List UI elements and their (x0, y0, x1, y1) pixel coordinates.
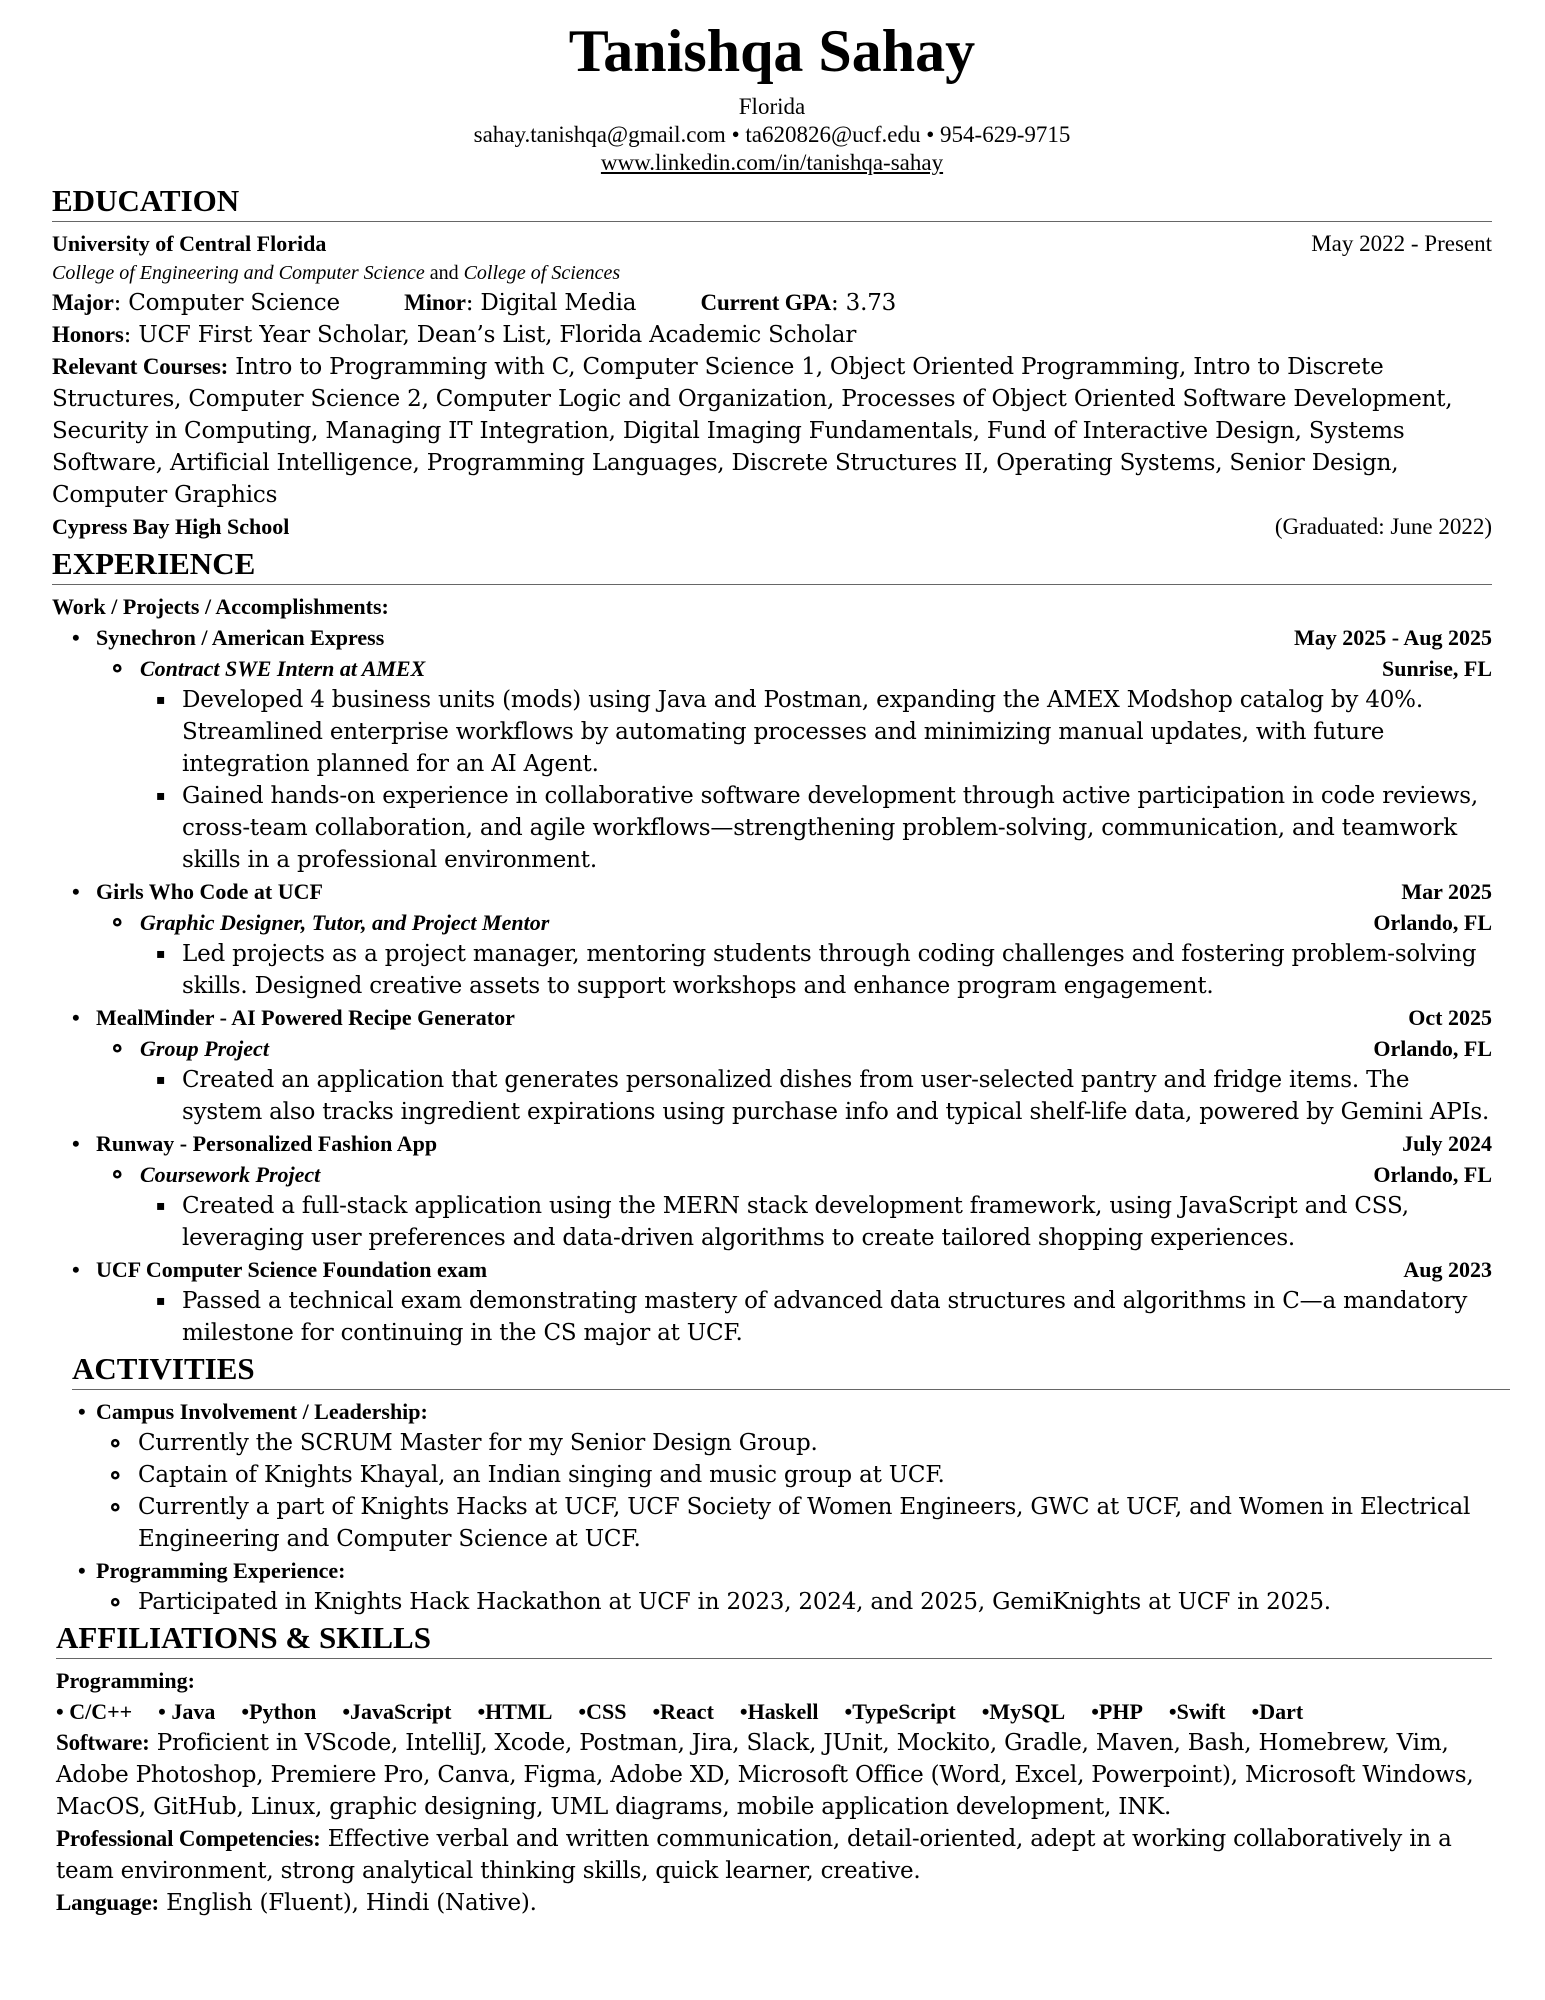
gpa-value: : 3.73 (831, 290, 897, 316)
experience-org: • MealMinder - AI Powered Recipe Generator (96, 1005, 515, 1030)
resume-page (52, 0, 1492, 1919)
education-school2-row (52, 511, 1492, 542)
skill-tag: •PHP (1091, 1699, 1143, 1724)
experience-bullet: ▪ Gained hands-on experience in collaborative software development through active participation in code reviews, cross-team collaboration, and agile workflows—strengthening problem-solving, communication, and teamwork skills in a professional environment. (52, 780, 1492, 876)
skill-tag: •Swift (1168, 1699, 1226, 1724)
school-dates: (Graduated: June 2022) (1274, 514, 1492, 539)
experience-date: Mar 2025 (1401, 879, 1492, 904)
skills-heading: AFFILIATIONS & SKILLS (56, 1620, 431, 1655)
contact-block (52, 93, 1492, 177)
honors-value: : UCF First Year Scholar, Dean’s List, Florida Academic Scholar (123, 322, 857, 348)
experience-org: • Girls Who Code at UCF (96, 879, 323, 904)
skill-tag: •React (652, 1699, 714, 1724)
experience-location: Orlando, FL (1373, 1162, 1492, 1187)
honors-label: Honors (52, 322, 124, 347)
experience-location: Orlando, FL (1373, 910, 1492, 935)
education-school1-row (52, 228, 1492, 259)
experience-heading: EXPERIENCE (52, 546, 256, 581)
experience-role-row (52, 1159, 1492, 1190)
experience-date: May 2025 - Aug 2025 (1294, 625, 1492, 650)
skill-tag: •Haskell (739, 1699, 819, 1724)
software-paragraph (56, 1727, 1492, 1823)
experience-bullet: ▪ Developed 4 business units (mods) using Java and Postman, expanding the AMEX Modshop catalog by 40%. Streamlined enterprise workflows by automating processes and minimizing manual updates, with future integration planned for an AI Agent. (52, 684, 1492, 780)
experience-org: • Synechron / American Express (96, 625, 385, 650)
activity-item: ∘ Currently a part of Knights Hacks at UCF, UCF Society of Women Engineers, GWC at UCF, and Women in Electrical Engineering and Computer Science at UCF. (52, 1491, 1492, 1555)
skill-tag: •Python (241, 1699, 317, 1724)
competencies-paragraph (56, 1823, 1492, 1887)
experience-item-header (52, 876, 1492, 907)
gpa-label: Current GPA (700, 290, 831, 315)
activities-group-2: • Programming Experience: (52, 1555, 1492, 1586)
programming-languages (56, 1696, 1492, 1727)
school-name: Cypress Bay High School (52, 514, 290, 539)
skill-tag: •JavaScript (342, 1699, 452, 1724)
experience-location: Sunrise, FL (1381, 656, 1492, 681)
experience-role: ∘ Coursework Project (140, 1162, 321, 1187)
minor-label: Minor (404, 290, 466, 315)
education-heading: EDUCATION (52, 183, 240, 218)
courses-value: Intro to Programming with C, Computer Science 1, Object Oriented Programming, Intro to Discrete Structures, Computer Science 2, Computer Logic and Organization, Processes of Object Oriented Software Development, Security in Computing, Managing IT Integration, Digital Imaging Fundamentals, Fund of Interactive Design, Systems Software, Artificial Intelligence, Programming Languages, Discrete Structures II, Operating Systems, Senior Design, Computer Graphics (52, 354, 1453, 508)
section-divider (52, 221, 1492, 222)
experience-role-row (52, 653, 1492, 684)
college-line (52, 259, 1492, 287)
experience-bullet: ▪ Led projects as a project manager, mentoring students through coding challenges and fostering problem-solving skills. Designed creative assets to support workshops and enhance program engagement. (52, 938, 1492, 1002)
experience-bullet: ▪ Passed a technical exam demonstrating mastery of advanced data structures and algorithms in C—a mandatory milestone for continuing in the CS major at UCF. (52, 1285, 1492, 1349)
activity-item: ∘ Currently the SCRUM Master for my Senior Design Group. (52, 1427, 1492, 1459)
experience-location: Orlando, FL (1373, 1036, 1492, 1061)
experience-list (52, 622, 1492, 1349)
experience-role: ∘ Graphic Designer, Tutor, and Project Mentor (140, 910, 550, 935)
college-b: College of Sciences (463, 262, 621, 284)
experience-date: Aug 2023 (1403, 1257, 1492, 1282)
competencies-label: Professional Competencies: (56, 1826, 321, 1851)
experience-item-header (52, 1254, 1492, 1285)
experience-role: ∘ Group Project (140, 1036, 269, 1061)
experience-bullet: ▪ Created a full-stack application using the MERN stack development framework, using JavaScript and CSS, leveraging user preferences and data-driven algorithms to create tailored shopping experiences. (52, 1190, 1492, 1254)
software-label: Software: (56, 1730, 150, 1755)
skill-tag: •TypeScript (844, 1699, 956, 1724)
language-value: English (Fluent), Hindi (Native). (159, 1890, 537, 1916)
school-dates: May 2022 - Present (1311, 231, 1492, 256)
contact-line: sahay.tanishqa@gmail.com • ta620826@ucf.edu • 954-629-9715 (473, 122, 1071, 147)
college-and: and (424, 262, 464, 284)
major-label: Major (52, 290, 114, 315)
location: Florida (738, 94, 806, 119)
skill-tag: • Java (158, 1699, 216, 1724)
language-label: Language: (56, 1890, 159, 1915)
section-divider (52, 584, 1492, 585)
experience-date: July 2024 (1402, 1131, 1492, 1156)
skill-tag: •MySQL (981, 1699, 1066, 1724)
experience-role-row (52, 907, 1492, 938)
experience-role-row (52, 1033, 1492, 1064)
experience-item-header (52, 1128, 1492, 1159)
experience-item-header (52, 1002, 1492, 1033)
experience-org: • UCF Computer Science Foundation exam (96, 1257, 488, 1282)
skill-tag: •HTML (477, 1699, 553, 1724)
major-line (52, 287, 1492, 319)
college-a: College of Engineering and Computer Science (52, 262, 425, 284)
activities-heading: ACTIVITIES (72, 1351, 255, 1386)
skill-tag: •Dart (1251, 1699, 1304, 1724)
competencies-value: Effective verbal and written communication, detail-oriented, adept at working collaboratively in a team environment, strong analytical thinking skills, quick learner, creative. (56, 1826, 1452, 1884)
activity-item: ∘ Participated in Knights Hack Hackathon at UCF in 2023, 2024, and 2025, GemiKnights at UCF in 2025. (52, 1586, 1492, 1618)
linkedin-link[interactable]: www.linkedin.com/in/tanishqa-sahay (600, 150, 944, 175)
candidate-name: Tanishqa Sahay (568, 18, 976, 84)
activities-group-1-list (52, 1427, 1492, 1555)
experience-subtitle: Work / Projects / Accomplishments: (52, 594, 389, 619)
experience-item-header (52, 622, 1492, 653)
section-divider (56, 1658, 1492, 1659)
section-divider (72, 1389, 1510, 1390)
activities-group-2-list (52, 1586, 1492, 1618)
honors-line (52, 319, 1492, 351)
experience-bullet: ▪ Created an application that generates personalized dishes from user-selected pantry and fridge items. The system also tracks ingredient expirations using purchase info and typical shelf-life data, powered by Gemini APIs. (52, 1064, 1492, 1128)
software-value: Proficient in VScode, IntelliJ, Xcode, Postman, Jira, Slack, JUnit, Mockito, Gradle, Maven, Bash, Homebrew, Vim, Adobe Photoshop, Premiere Pro, Canva, Figma, Adobe XD, Microsoft Office (Word, Excel, Powerpoint), Microsoft Windows, MacOS, GitHub, Linux, graphic designing, UML diagrams, mobile application development, INK. (56, 1730, 1474, 1820)
courses-paragraph (52, 351, 1492, 511)
experience-org: • Runway - Personalized Fashion App (96, 1131, 438, 1156)
experience-date: Oct 2025 (1408, 1005, 1492, 1030)
programming-label: Programming: (56, 1668, 195, 1693)
experience-role: ∘ Contract SWE Intern at AMEX (140, 656, 426, 681)
courses-label: Relevant Courses: (52, 354, 229, 379)
major-value: : Computer Science (113, 290, 340, 316)
activity-item: ∘ Captain of Knights Khayal, an Indian singing and music group at UCF. (52, 1459, 1492, 1491)
skill-tag: •CSS (578, 1699, 627, 1724)
language-paragraph (56, 1887, 1492, 1919)
school-name: University of Central Florida (52, 231, 327, 256)
skill-tag: • C/C++ (56, 1699, 133, 1724)
activities-group-1: • Campus Involvement / Leadership: (52, 1396, 1492, 1427)
minor-value: : Digital Media (465, 290, 637, 316)
